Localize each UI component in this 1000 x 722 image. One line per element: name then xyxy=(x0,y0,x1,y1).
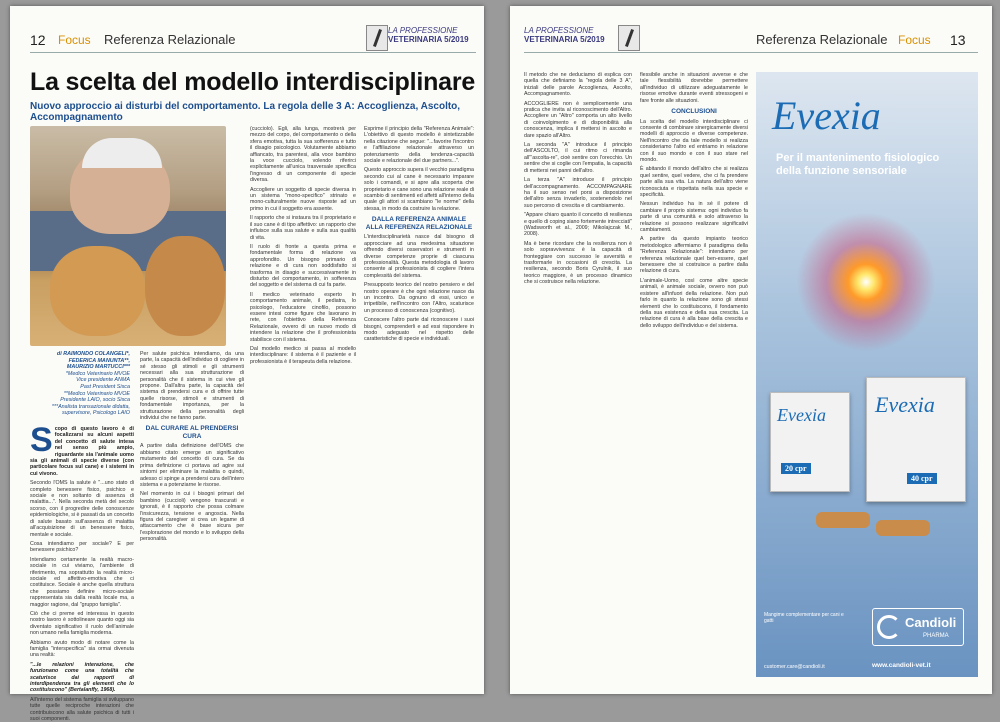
body-paragraph: Ma è bene ricordare che la resilienza non è solo sopravvivenza: è la capacità di fronteggiare con successo le avversità e trasformarle in occasioni di crescita. La resilienza, secondo Boris Cyrulnik, il suo teorico maggiore, è un processo dinamico che si costruisce nella relazione. xyxy=(524,240,632,286)
right-page xyxy=(510,6,992,694)
author-line: supervisore, Psicologo LAIO xyxy=(61,410,130,417)
author-line: Vice presidente ANMA xyxy=(76,377,130,384)
body-paragraph: Secondo l'OMS la salute è "...uno stato di completo benessere fisico, psichico e sociale e non soltanto di assenza di malattia...". Nella seconda metà del secolo scorso, con il progredire delle conoscenze epidemiologiche, si è passati da un concetto di salute basato sull'assenza di malattia all'acquisizione di un benessere fisico, mentale e sociale. xyxy=(30,480,134,538)
author-credits xyxy=(30,351,130,417)
body-paragraph: L'animale-Uomo, così come altre specie animali, è animale sociale, ovvero non può esistere all'infuori della relazione. Non può farlo in quanto la relazione sono gli stessi elementi che lo costituiscono, il fondamento della sua esistenza e della sua crescita. La relazione di cura è alla base della crescita e dello sviluppo dell'individuo e del sistema. xyxy=(640,277,748,329)
author-line: ***Analista transazionale didatta, xyxy=(51,403,130,410)
body-paragraph: Cosa intendiamo per sociale? E per benessere psichico? xyxy=(30,540,134,554)
column-4 xyxy=(364,126,474,688)
column-5 xyxy=(524,72,632,688)
evexia-advertisement xyxy=(756,72,978,677)
body-paragraph: Conoscere l'altro parte dal riconoscere i suoi bisogni, comprenderli e ad essi rispondere in modo adeguato nel rispetto delle caratteristiche di specie e individuali. xyxy=(364,317,474,343)
logo-sub: PHARMA xyxy=(923,633,949,639)
neuron-image xyxy=(796,212,936,352)
focus-label: Focus xyxy=(898,33,931,47)
section-label: Referenza Relazionale xyxy=(104,32,236,47)
magazine-issue: VETERINARIA 5/2019 xyxy=(388,35,469,44)
body-paragraph: (cucciolo). Egli, alla lunga, mostrerà per mezzo del corpo, del comportamento o della sfera emotiva, tutta la sua sofferenza e tutto il disagio psicologico. Volutamente abbiamo affiancato, tra parentesi, alla voce bambino la voce cucciolo, volendo riferirci esplicitamente all'unica trasversale specifica l'ingresso di un componente di specie diversa. xyxy=(250,126,356,184)
body-paragraph: La terza "A" introduce il principio dell'accompagnamento. ACCOMPAGNARE ha il suo senso nel porsi a disposizione dell'altro senza invaderlo, sostenendolo nel suo percorso di crescita e di cambiamento. xyxy=(524,177,632,209)
header-rule xyxy=(30,52,476,53)
product-box-small xyxy=(770,392,850,492)
candioli-logo-icon xyxy=(877,615,901,639)
logo-name: Candioli xyxy=(905,615,957,630)
focus-label: Focus xyxy=(58,33,91,47)
pack-dose: 40 cpr xyxy=(907,473,937,484)
body-paragraph: Il metodo che ne deduciamo di esplica con quella che definiamo la "regola delle 3 A", iniziali delle parole Accoglienza, Ascolto, Accompagnamento. xyxy=(524,72,632,98)
body-paragraph: Per salute psichica intendiamo, da una parte, la capacità dell'individuo di cogliere in sé stesso gli stimoli e gli strumenti necessari alla sua strutturazione di personalità che il sistema in cui vive gli propone. Dall'altra parte, la capacità del sistema di prendersi cura e di offrire tutte quelle risorse, stimoli e strumenti di fondamentale importanza, per la strutturazione della personalità degli individui che ne fanno parte. xyxy=(140,351,244,422)
column-3 xyxy=(250,126,356,688)
page-number: 13 xyxy=(950,32,966,48)
magazine-logo xyxy=(388,26,469,44)
page-header xyxy=(510,6,992,56)
pen-icon xyxy=(618,25,640,51)
section-heading: DALLA REFERENZA ANIMALE ALLA REFERENZA RELAZIONALE xyxy=(365,216,473,231)
page-header xyxy=(10,6,484,56)
article-subtitle: Nuovo approccio ai disturbi del comportamento. La regola delle 3 A: Accoglienza, Ascolto, Accompagnamento xyxy=(30,101,461,123)
body-paragraph: All'interno del sistema famiglia si sviluppano tutte quelle reciproche interazioni che contribuiscono alla salute psichica di tutti i suoi componenti. xyxy=(30,696,134,722)
pack-dose: 20 cpr xyxy=(781,463,811,474)
column-6 xyxy=(640,72,748,688)
magazine-name: LA PROFESSIONE xyxy=(524,26,594,35)
body-paragraph: ACCOGLIERE non è semplicemente una pratica che invita al riconoscimento dell'Altro. Accogliere un "Altro" comporta un alto livello di coinvolgimento e di disponibilità alla conoscenza, implica il mettersi in ascolto e dare spazio all'Altro. xyxy=(524,100,632,139)
body-paragraph: A partire da questo impianto teorico metodologico affermiamo il paradigma della "Referenza Relazionale": intendiamo per referenza relazionale quel ben-essere, quel benessere che si costruisce a partire dalla relazione di cura. xyxy=(640,236,748,275)
article-title: La scelta del modello interdisciplinare xyxy=(30,68,476,96)
body-paragraph: La scelta del modello interdisciplinare ci consente di combinare sinergicamente diversi modelli di approccio e diverse competenze. Nell'incontro che da tale modello si realizza consideriamo l'altro ed entriamo in relazione con il suo mondo e con il suo stare nel mondo. xyxy=(640,118,748,163)
body-paragraph: Il medico veterinario esperto in comportamento animale, il pediatra, lo psicologo, l'educatore cinofilo, possono essere intesi come figure che lavorano in rete, con l'obiettivo della Referenza Relazionale, ovvero di un nuovo modo di intendere la relazione che il professionista stabilisce con il sistema. xyxy=(250,291,356,343)
author-line: FEDERICA MANUNTA**, xyxy=(68,357,130,364)
pack-brand: Evexia xyxy=(777,405,826,425)
author-line: di RAIMONDO COLANGELI*, xyxy=(56,351,130,357)
dropcap: S xyxy=(30,421,53,459)
magazine-logo xyxy=(524,26,605,44)
section-label: Referenza Relazionale xyxy=(756,32,888,47)
ad-footnote: Mangime complementare per cani e gatti xyxy=(764,612,844,624)
man-with-dogs-photo xyxy=(30,126,226,346)
body-paragraph: A partire dalla definizione dell'OMS che abbiamo citato emerge un significativo mutamento del concetto di cura. Se da prima definizione ci portava ad agire sui sintomi per eliminare la malattia o quindi, adesso ci spinge a prendersi cura dell'intero sistema e a potenziarne le risorse. xyxy=(140,443,244,488)
header-rule xyxy=(524,52,978,53)
product-box-large xyxy=(866,377,966,502)
magazine-issue: VETERINARIA 5/2019 xyxy=(524,35,605,44)
section-heading: CONCLUSIONI xyxy=(671,108,717,116)
pack-brand: Evexia xyxy=(875,392,935,417)
body-paragraph: Nel momento in cui i bisogni primari del bambino (cuccioli) vengono trascurati e ignorati, è il rapporto che possa colmare l'insicurezza, tensione e angoscia. Nella figura del caregiver si crea un legame di attaccamento che è base sicura per l'esplorazione del mondo e lo sviluppo della personalità. xyxy=(140,491,244,543)
body-paragraph: Intendiamo certamente la realtà macro-sociale in cui viviamo, l'ambiente di riferimento, ma soprattutto la realtà micro-sociale ed affettivo-emotiva che ci costituisce. Sociale è anche quella struttura che possiamo definire micro-sociale rappresentata sia dalla realtà locale ma, a maggior ragione, dal "gruppo famiglia". xyxy=(30,556,134,608)
column-1 xyxy=(30,421,134,722)
intro-paragraph: copo di questo lavoro è di focalizzarsi su alcuni aspetti del concetto di salute intesa nel senso più ampio, riguardante sia l'animale uomo sia gli animali di specie diverse (con particolare focus sul cane) e i sistemi in cui vivono. xyxy=(30,426,134,477)
body-paragraph: Presupposto teorico del nostro pensiero e del nostro operare è che ogni relazione nasce da un incontro. Da ognuno di essi, unico e irripetibile, nell'incontro con l'Altro, scaturisce un processo di conoscenza (cognitivo). xyxy=(364,282,474,314)
body-paragraph: Abbiamo avuto modo di notare come la famiglia "interspecifica" sia ormai divenuta una realtà: xyxy=(30,639,134,659)
body-paragraph: Questo approccio supera il vecchio paradigma secondo cui al cane è necessario imparare solo i comandi, e si apre alla scoperta che proprietario e cane sono una relazione reale di scambio di sentimenti ed affetti all'interno della quale gli attori si scambiano "le norme" della stessa, in modo da costruire la relazione. xyxy=(364,167,474,212)
ad-url[interactable]: www.candioli-vet.it xyxy=(872,662,931,669)
candioli-logo xyxy=(872,608,964,646)
page-number: 12 xyxy=(30,32,46,48)
author-line: MAURIZIO MARTUCCI*** xyxy=(66,364,130,371)
body-paragraph: Ciò che ci preme ed interessa in questo nostro lavoro è sottolineare quanto oggi sia diventato significativo il ruolo dell'animale non umano nella famiglia moderna. xyxy=(30,610,134,637)
body-paragraph: Dal modello medico si passa al modello interdisciplinare: il sistema è il paziente e il professionista è il terapeuta della relazione. xyxy=(250,346,356,365)
magazine-name: LA PROFESSIONE xyxy=(388,26,458,35)
column-2 xyxy=(140,351,244,688)
quote: "...le relazioni interazione, che funzionano come una totalità che scaturisce dai rapporti di interdipendenza tra gli elementi che lo costituiscono" (Bertalanffy, 1968). xyxy=(30,661,134,694)
author-line: **Medico Veterinario MVOE xyxy=(63,390,130,397)
section-heading: DAL CURARE AL PRENDERSI CURA xyxy=(145,425,239,440)
ad-brand: Evexia xyxy=(772,93,881,138)
author-line: Past President Sisca xyxy=(80,383,130,390)
pen-icon xyxy=(366,25,388,51)
body-paragraph: Esprime il principio della "Referenza Animale": L'obiettivo di questo modello è sintetizzabile nella citazione che segue: "...favorire l'incontro e l'affiliazione relazionale attraverso un potenziamento della tendenza-capacità sociale e relazionale del due partners...". xyxy=(364,126,474,165)
body-paragraph: La seconda "A" introduce il principio dell'ASCOLTO, il cui ritmo ci rimanda all'"ascolta-re", cioè sentire con l'orecchio. Un sentire che si coglie con l'empatia, la capacità di mettersi nei panni dell'altro. xyxy=(524,142,632,174)
ad-email: customer.care@candioli.it xyxy=(764,664,825,670)
body-paragraph: "Appare chiaro quanto il concetto di resilienza e quello di coping siano fortemente intrecciati" (Wadsworth et al., 2009; Mikolajczak M., 2008). xyxy=(524,212,632,238)
body-paragraph: Il ruolo di fronte a questa prima e fondamentale forma di relazione va approfondito. Un bisogno primario di relazione e di cura non soddisfatto si trasforma in disagio e successivamente in disturbo del comportamento, in sofferenza del soggetto e del sistema di cui fa parte. xyxy=(250,243,356,289)
body-paragraph: L'interdisciplinarietà nasce dal bisogno di approcciare ad una medesima situazione offrendo diversi osservatori e strumenti in diverse competenze proprie di ciascuna professionalità. Questa metodologia di lavoro consente al professionista di cogliere l'intera complessità del sistema. xyxy=(364,234,474,279)
author-line: Presidente LAIO, socio Sisca xyxy=(60,397,130,404)
ad-tagline: Per il mantenimento fisiologico della funzione sensoriale xyxy=(776,152,940,177)
left-page xyxy=(10,6,484,722)
author-line: *Medico Veterinario MVOE xyxy=(65,370,130,377)
body-paragraph: flessibile anche in situazioni avverse e che tale flessibilità dovrebbe permettere all'individuo di utilizzare adeguatamente le risorse emotive durante eventi stressogeni e fare fronte alle situazioni. xyxy=(640,72,748,104)
body-paragraph: È abitando il mondo dell'altro che si realizza quel sentire, quel vedere, che ci fa prendere parte alla sua vita. La natura dell'altro viene riconosciuta e rispettata nella sua specie e specificità. xyxy=(640,166,748,198)
tablet-image xyxy=(816,512,870,528)
body-paragraph: Il rapporto che si instaura tra il proprietario e il suo cane è di tipo affettivo: un rapporto che influisce sulla sua salute e sulla sua qualità di vita. xyxy=(250,215,356,241)
body-paragraph: Nessun individuo ha in sé il potere di cambiare il proprio sistema: ogni individuo fa parte di una comunità e solo attraverso la relazione si possono realizzare significativi cambiamenti. xyxy=(640,201,748,234)
tablet-image xyxy=(876,520,930,536)
body-paragraph: Accogliere un soggetto di specie diversa in un sistema "mono-specifico" strinato e mono-culturalmente nuove risposte ad un primo in cui il soggetto era assente. xyxy=(250,186,356,212)
